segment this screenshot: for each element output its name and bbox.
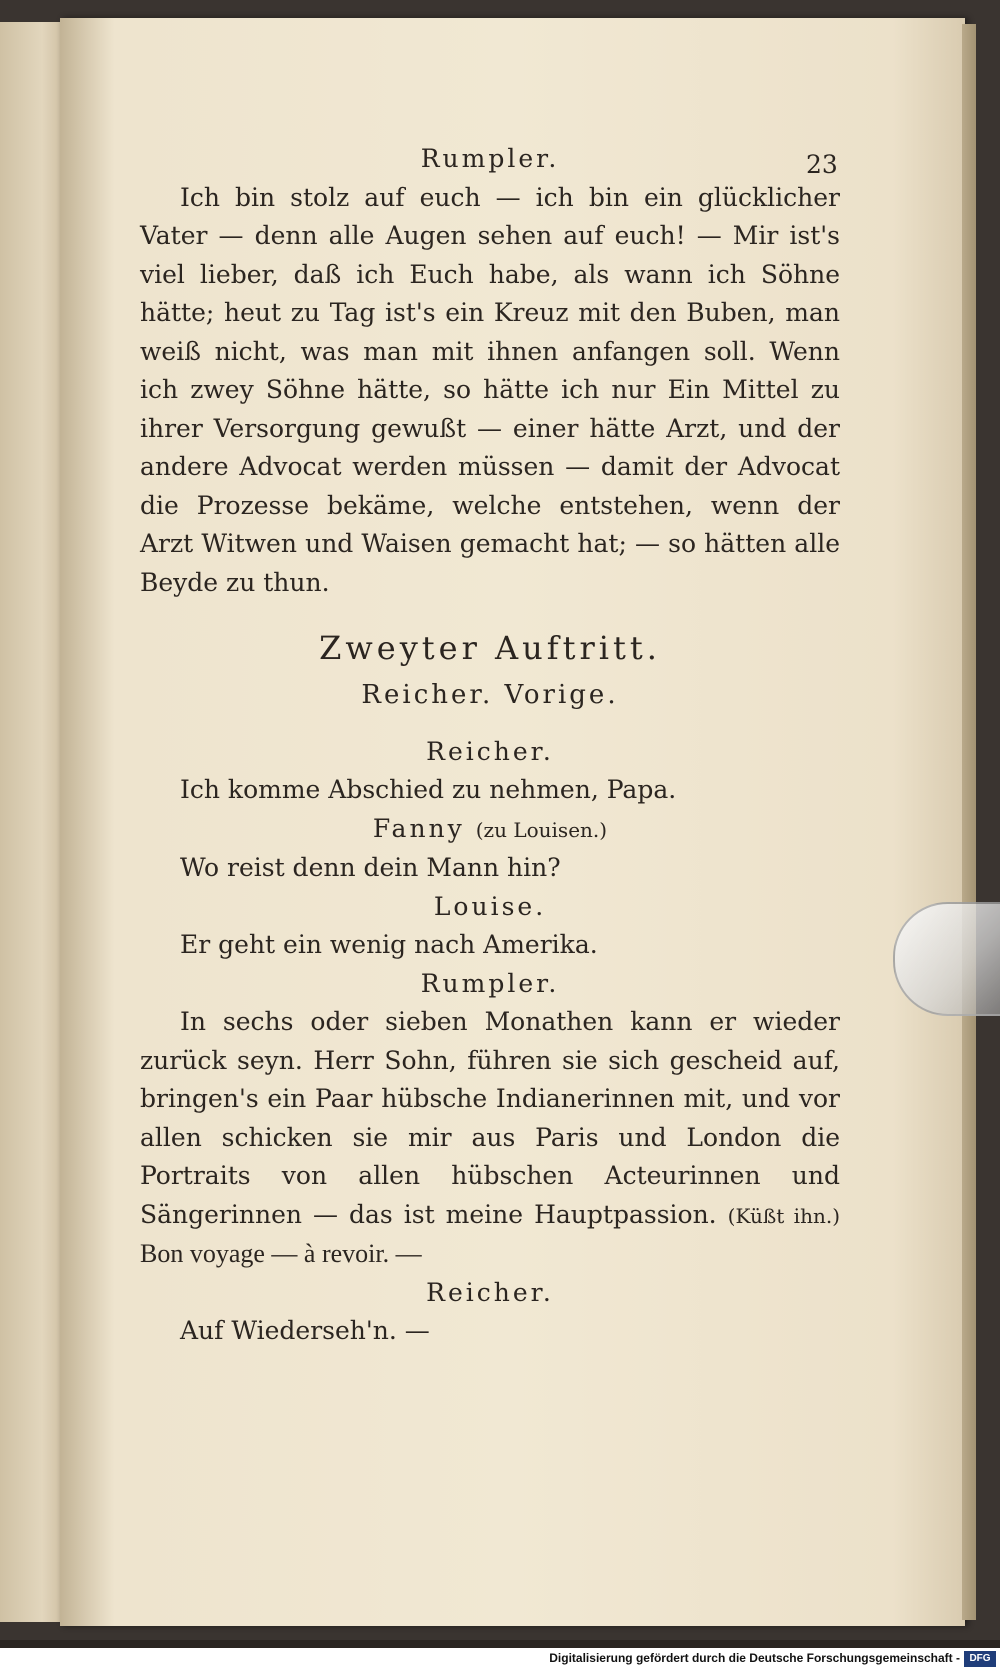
louise-line: Er geht ein wenig nach Amerika.: [180, 930, 598, 959]
page-stack-edge: [962, 24, 976, 1620]
speaker-reicher-1: Reicher.: [426, 736, 554, 766]
page-number: 23: [806, 150, 838, 179]
speaker-rumpler-1: Rumpler.: [420, 144, 560, 173]
dfg-logo: DFG: [964, 1651, 996, 1667]
reicher-line-2: Auf Wiederseh'n. —: [180, 1316, 430, 1345]
stage-direction-fanny: (zu Louisen.): [475, 817, 608, 842]
scene-characters: Reicher. Vorige.: [361, 680, 619, 710]
speaker-fanny: [140, 810, 840, 850]
scene-title: Zweyter Auftritt.: [319, 629, 661, 667]
french-farewell: Bon voyage — à revoir. —: [140, 1239, 422, 1268]
fanny-line: Wo reist denn dein Mann hin?: [180, 853, 561, 882]
rumpler-speech-2-text: In sechs oder sieben Monathen kann er wieder zurück seyn. Herr Sohn, führen sie sich gescheid auf, bringen's ein Paar hübsche Indianerinnen mit, und vor allen schicken sie mir aus Paris und London die Portraits von allen hübschen Acteurinnen und Sängerinnen — das ist meine Hauptpassion.: [140, 1007, 840, 1229]
stage-direction-kiss: (Küßt ihn.): [727, 1203, 840, 1228]
reicher-line-1: Ich komme Abschied zu nehmen, Papa.: [180, 775, 677, 804]
speaker-reicher-2: Reicher.: [426, 1277, 554, 1307]
speaker-louise: Louise.: [433, 891, 547, 921]
rumpler-speech-2: [140, 1003, 840, 1274]
footer-credit: Digitalisierung gefördert durch die Deutsche Forschungsgemeinschaft -: [549, 1651, 960, 1665]
rumpler-speech-1: Ich bin stolz auf euch — ich bin ein glücklicher Vater — denn alle Augen sehen auf euch! — Mir ist's viel lieber, daß ich Euch habe, als wann ich Söhne hätte; heut zu Tag ist's ein Kreuz mit den Buben, man weiß nicht, was man mit ihnen anfangen soll. Wenn ich zwey Söhne hätte, so hätte ich nur Ein Mittel zu ihrer Versorgung gewußt — einer hätte Arzt, und der andere Advocat werden müssen — damit der Advocat die Prozesse bekäme, welche entstehen, wenn der Arzt Witwen und Waisen gemacht hat; — so hätten alle Beyde zu thun.: [140, 182, 840, 597]
page-clip: [893, 902, 1000, 1016]
speaker-rumpler-2: Rumpler.: [420, 968, 560, 998]
page-text: [140, 140, 840, 1351]
footer-bar: [0, 1648, 1000, 1672]
speaker-fanny-name: Fanny: [372, 813, 465, 843]
